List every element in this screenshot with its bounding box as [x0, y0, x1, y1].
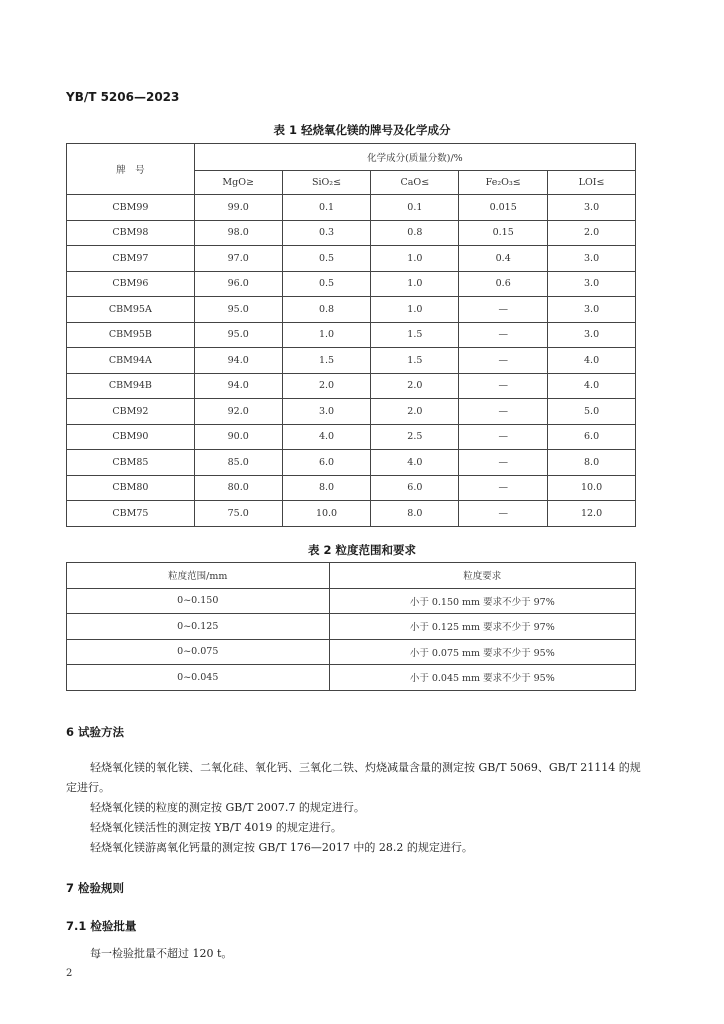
table-cell: 3.0 [548, 271, 636, 297]
section-6-heading: 6 试验方法 [66, 725, 125, 739]
table-cell: CBM90 [67, 424, 195, 450]
table-cell: 1.0 [371, 246, 459, 272]
table-cell: 0.4 [459, 246, 548, 272]
table-cell: 0.8 [282, 297, 371, 323]
column-header: MgO≥ [194, 171, 282, 195]
table-cell: 0~0.150 [67, 588, 330, 614]
table-cell: — [459, 297, 548, 323]
table-cell: 94.0 [194, 348, 282, 374]
table-row [67, 614, 636, 640]
column-header: 粒度要求 [329, 563, 635, 589]
table-cell: 92.0 [194, 399, 282, 425]
table-row [67, 501, 636, 527]
table-cell: 2.0 [548, 220, 636, 246]
table-cell: 2.0 [282, 373, 371, 399]
table-cell: CBM99 [67, 195, 195, 221]
grade-header: 牌 号 [67, 144, 195, 195]
table-cell: 1.5 [371, 322, 459, 348]
column-header: Fe₂O₃≤ [459, 171, 548, 195]
column-header: SiO₂≤ [282, 171, 371, 195]
table-cell: 0.5 [282, 271, 371, 297]
table-row [67, 220, 636, 246]
particle-size-table [66, 562, 636, 691]
table-cell: CBM92 [67, 399, 195, 425]
table-row [67, 399, 636, 425]
table-cell: CBM85 [67, 450, 195, 476]
table-cell: 0.5 [282, 246, 371, 272]
table-cell: 0.1 [371, 195, 459, 221]
table-cell: 4.0 [282, 424, 371, 450]
table-cell: 99.0 [194, 195, 282, 221]
table-cell: — [459, 501, 548, 527]
table-cell: — [459, 399, 548, 425]
table-cell: 96.0 [194, 271, 282, 297]
table-cell: CBM97 [67, 246, 195, 272]
table-cell: 6.0 [282, 450, 371, 476]
table-cell: CBM98 [67, 220, 195, 246]
table-row [67, 271, 636, 297]
table-cell: — [459, 348, 548, 374]
table-cell: 94.0 [194, 373, 282, 399]
table-cell: 4.0 [548, 348, 636, 374]
table-row [67, 665, 636, 691]
paragraph: 轻烧氧化镁的氧化镁、二氧化硅、氧化钙、三氧化二铁、灼烧减量含量的测定按 GB/T 5069、GB/T 21114 的规定进行。 [66, 761, 641, 794]
table-cell: 0.1 [282, 195, 371, 221]
table-row [67, 195, 636, 221]
table-cell: 80.0 [194, 475, 282, 501]
standard-code: YB/T 5206—2023 [66, 90, 180, 104]
table-cell: 3.0 [548, 322, 636, 348]
table-cell: 0.8 [371, 220, 459, 246]
table-cell: — [459, 373, 548, 399]
table-row [67, 373, 636, 399]
table-row [67, 246, 636, 272]
table-cell: 4.0 [548, 373, 636, 399]
table-cell: 0~0.045 [67, 665, 330, 691]
paragraph: 每一检验批量不超过 120 t。 [90, 947, 233, 960]
table-row [67, 348, 636, 374]
table-cell: CBM95B [67, 322, 195, 348]
table-cell: 1.5 [371, 348, 459, 374]
table-row [67, 297, 636, 323]
table-cell: 1.0 [282, 322, 371, 348]
section-7-1-heading: 7.1 检验批量 [66, 919, 137, 933]
section-7-heading: 7 检验规则 [66, 881, 125, 895]
table1-body [67, 195, 636, 527]
paragraph: 轻烧氧化镁的粒度的测定按 GB/T 2007.7 的规定进行。 [90, 801, 365, 814]
table-cell: 0~0.075 [67, 639, 330, 665]
table-cell: 95.0 [194, 297, 282, 323]
table-cell: 3.0 [548, 246, 636, 272]
table-cell: 12.0 [548, 501, 636, 527]
column-header: LOI≤ [548, 171, 636, 195]
table-cell: CBM94B [67, 373, 195, 399]
table-row [67, 322, 636, 348]
table-cell: 6.0 [548, 424, 636, 450]
table-cell: 2.0 [371, 399, 459, 425]
table-cell: 小于 0.150 mm 要求不少于 97% [329, 588, 635, 614]
table-row [67, 475, 636, 501]
table-cell: 95.0 [194, 322, 282, 348]
table-cell: CBM94A [67, 348, 195, 374]
table-cell: 3.0 [282, 399, 371, 425]
table-cell: 0.6 [459, 271, 548, 297]
grade-composition-table [66, 143, 636, 527]
table-row [67, 588, 636, 614]
table-cell: — [459, 322, 548, 348]
table-cell: 4.0 [371, 450, 459, 476]
table-row [67, 450, 636, 476]
table-cell: — [459, 450, 548, 476]
table-cell: 10.0 [282, 501, 371, 527]
column-header: CaO≤ [371, 171, 459, 195]
table-cell: — [459, 475, 548, 501]
table-cell: 85.0 [194, 450, 282, 476]
table-row [67, 639, 636, 665]
table-cell: 5.0 [548, 399, 636, 425]
table-cell: 10.0 [548, 475, 636, 501]
table-cell: 0.15 [459, 220, 548, 246]
table-cell: 0.3 [282, 220, 371, 246]
table-cell: 小于 0.125 mm 要求不少于 97% [329, 614, 635, 640]
table2-caption: 表 2 粒度范围和要求 [307, 543, 416, 557]
table-cell: CBM75 [67, 501, 195, 527]
paragraph: 轻烧氧化镁游离氧化钙量的测定按 GB/T 176—2017 中的 28.2 的规定进行。 [90, 841, 473, 854]
table-cell: 98.0 [194, 220, 282, 246]
column-header: 粒度范围/mm [67, 563, 330, 589]
table-cell: CBM80 [67, 475, 195, 501]
table-cell: 1.0 [371, 271, 459, 297]
table-cell: CBM96 [67, 271, 195, 297]
table-cell: 小于 0.045 mm 要求不少于 95% [329, 665, 635, 691]
table-cell: 97.0 [194, 246, 282, 272]
table-cell: 2.5 [371, 424, 459, 450]
table-cell: — [459, 424, 548, 450]
table2-body [67, 588, 636, 690]
paragraph: 轻烧氧化镁活性的测定按 YB/T 4019 的规定进行。 [90, 821, 342, 834]
table-cell: 2.0 [371, 373, 459, 399]
table-cell: 3.0 [548, 297, 636, 323]
table-cell: 8.0 [548, 450, 636, 476]
table-cell: 0.015 [459, 195, 548, 221]
table-cell: 75.0 [194, 501, 282, 527]
table-cell: 0~0.125 [67, 614, 330, 640]
table-cell: 8.0 [282, 475, 371, 501]
table-cell: 3.0 [548, 195, 636, 221]
table-cell: 90.0 [194, 424, 282, 450]
table-cell: CBM95A [67, 297, 195, 323]
table-row [67, 424, 636, 450]
table-cell: 1.5 [282, 348, 371, 374]
page-number: 2 [66, 968, 73, 979]
table1-caption: 表 1 轻烧氧化镁的牌号及化学成分 [273, 123, 451, 137]
table-cell: 8.0 [371, 501, 459, 527]
composition-header: 化学成分(质量分数)/% [194, 144, 635, 171]
table-cell: 小于 0.075 mm 要求不少于 95% [329, 639, 635, 665]
table-cell: 1.0 [371, 297, 459, 323]
table-cell: 6.0 [371, 475, 459, 501]
